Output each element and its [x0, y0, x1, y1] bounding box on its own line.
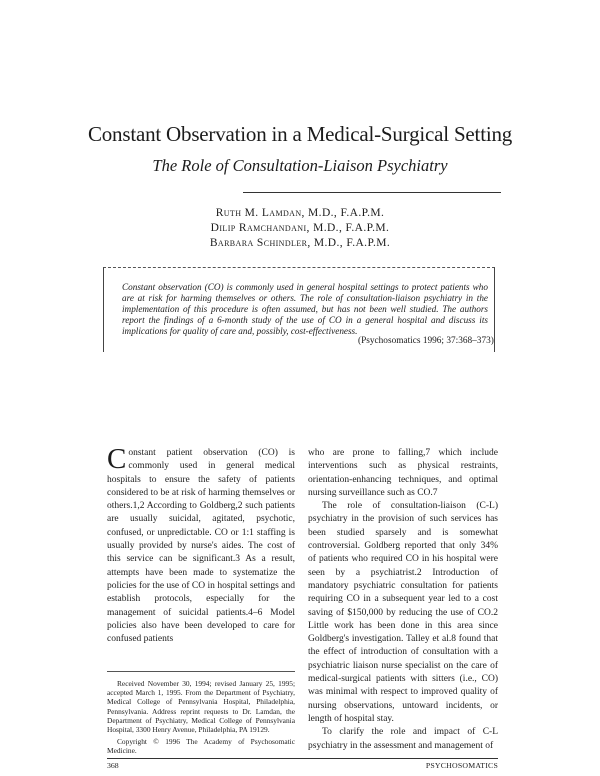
author-3: Barbara Schindler, M.D., F.A.P.M. [209, 237, 391, 249]
body-column-right [308, 447, 498, 753]
abstract-citation: (Psychosomatics 1996; 37:368–373) [358, 336, 494, 346]
footer-divider [107, 758, 498, 759]
right-paragraph-1: who are prone to falling,7 which include interventions such as physical restraints, orientation-enhancing techniques, and optimal nursing surveillance such as CO.7 [308, 448, 498, 498]
author-list [0, 206, 600, 251]
right-paragraph-3: To clarify the role and impact of C-L psychiatry in the assessment and management of [308, 727, 498, 751]
footnote-copyright: Copyright © 1996 The Academy of Psychosomatic Medicine. [107, 737, 295, 756]
right-paragraph-2: The role of consultation-liaison (C-L) psychiatry in the provision of such services has been studied sparsely and is somewhat controversial. Goldberg reported that only 34% of patients who required CO in his hospital were seen by a psychiatrist.2 Introduction of mandatory psychiatric consultation for patients requiring CO in a subsequent year led to a cost saving of $150,000 by reducing the use of CO.2 Little work has been done in this area since Goldberg's investigation. Talley et al.8 found that the effect of introduction of consultation with a psychiatric liaison nurse specialist on the care of medical-surgical patients with sitters (i.e., CO) was minimal with respect to improved quality of nursing observations, untoward incidents, or length of hospital stay. [308, 501, 498, 724]
page-number: 368 [107, 761, 119, 770]
footnote-divider [107, 671, 295, 672]
drop-cap: C [107, 443, 127, 475]
title-divider [243, 192, 501, 193]
footnote [107, 679, 295, 756]
author-2: Dilip Ramchandani, M.D., F.A.P.M. [210, 222, 390, 234]
article-title: Constant Observation in a Medical-Surgical Setting [87, 122, 513, 146]
author-1: Ruth M. Lamdan, M.D., F.A.P.M. [215, 207, 385, 219]
journal-name: PSYCHOSOMATICS [425, 761, 498, 770]
left-paragraph-1: onstant patient observation (CO) is commonly used in general medical hospitals to ensure the safety of patients considered to be at risk of harming themselves or others.1,2 According to Goldberg,2 such patients are usually suicidal, agitated, psychotic, confused, or unpredictable. CO or 1:1 staffing is usually provided by nurse's aides. The cost of this service can be significant.3 As a result, attempts have been made to systematize the policies for the use of CO in hospital settings and establish protocols, especially for the management of suicidal patients.4–6 Model policies also have been developed to care for confused patients [107, 448, 295, 645]
footnote-received: Received November 30, 1994; revised January 25, 1995; accepted March 1, 1995. From the Department of Psychiatry, Medical College of Pennsylvania Hospital, Philadelphia, Pennsylvania. Address reprint requests to Dr. Lamdan, the Department of Psychiatry, Medical College of Pennsylvania Hospital, 3300 Henry Avenue, Philadelphia, PA 19129. [107, 679, 295, 735]
abstract-text: Constant observation (CO) is commonly used in general hospital settings to protect patients who are at risk for harming themselves or others. The role of consultation-liaison psychiatry in the implementation of this procedure is often assumed, but has not been well studied. The authors report the findings of a 6-month study of the use of CO in a general hospital and discuss its implications for quality of care and, possibly, cost-effectiveness. [122, 282, 488, 336]
body-column-left [107, 443, 295, 646]
article-subtitle: The Role of Consultation-Liaison Psychiatry [152, 156, 448, 175]
